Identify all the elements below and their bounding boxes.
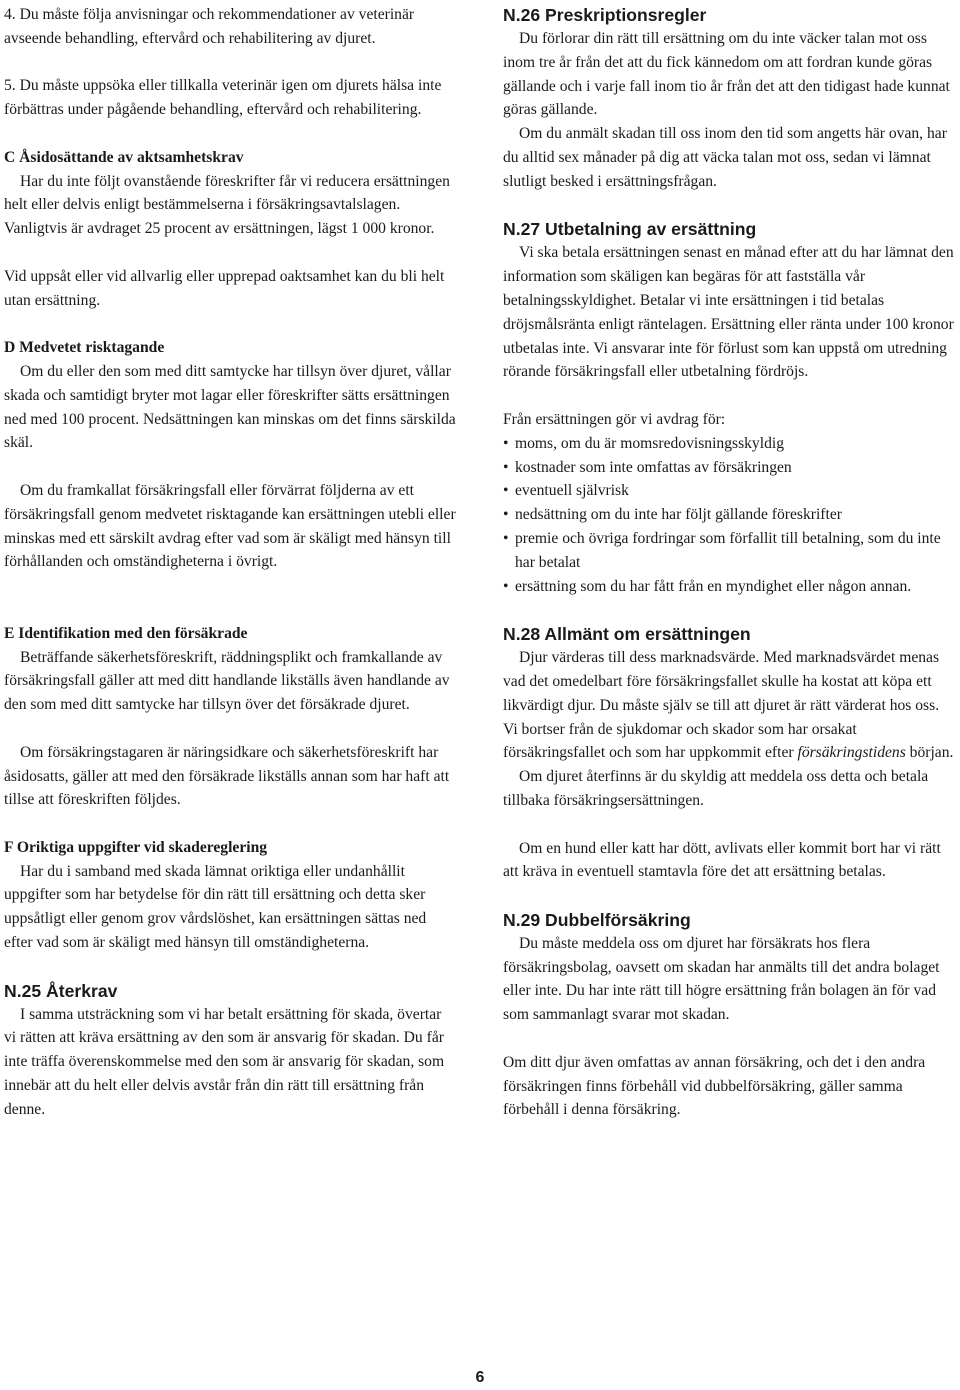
right-column — [503, 3, 957, 1122]
section-n29-heading: N.29 Dubbelförsäkring — [503, 909, 691, 930]
list-item: • premie och övriga fordringar som förfallit till betalning, som du inte har betalat — [503, 527, 957, 575]
section-n29-paragraph-2: Om ditt djur även omfattas av annan försäkring, och det i den andra försäkringen finns förbehåll vid dubbelförsäkring, gäller samma förbehåll i denna försäkring. — [503, 1053, 926, 1119]
section-n27-paragraph-1: Vi ska betala ersättningen senast en månad efter att du har lämnat den information som skäligen kan begäras för att fastställa vår betalningsskyldighet. Betalar vi inte ersättningen i tid betalas dröjsmålsränta enligt räntelagen. Ersättning eller ränta under 100 kronor utbetalas inte. Vi ansvarar inte för förlust som kan uppstå om utredning rörande försäkringsfall eller utbetalning fördröjs. — [503, 244, 954, 381]
section-f-heading: F Oriktiga uppgifter vid skadereglering — [4, 838, 268, 856]
section-n28-heading: N.28 Allmänt om ersättningen — [503, 624, 751, 645]
section-e-paragraph-2: Om försäkringstagaren är näringsidkare och säkerhetsföreskrift har åsidosatts, gäller att med den försäkrade likställs annan som har haft att tillse att föreskriften följdes. — [4, 743, 450, 809]
section-n27-heading: N.27 Utbetalning av ersättning — [503, 219, 757, 240]
rule-item-4: 4. Du måste följa anvisningar och rekommendationer av veterinär avseende behandling, eftervård och rehabilitering av djuret. — [4, 6, 415, 47]
section-n28-text-before: Djur värderas till dess marknadsvärde. Med marknadsvärdet menas vad det omedelbart före försäkringsfallet skulle ha kostat att köpa ett likvärdigt djur. Du måste själv se till att djuret är rätt värderat hos oss. Vi bortser från de sjukdomar och skador som har orsakat försäkringsfallet och som har uppkommit efter — [503, 649, 940, 762]
section-f-paragraph-1: Har du i samband med skada lämnat oriktiga eller undanhållit uppgifter som har betydelse för din rätt till ersättning och detta sker uppsåtligt eller genom grov vårdslöshet, kan ersättningen sättas ned efter vad som är skäligt med hänsyn till omständigheterna. — [4, 862, 427, 952]
list-item: • kostnader som inte omfattas av försäkringen — [503, 456, 957, 480]
section-n26-heading: N.26 Preskriptionsregler — [503, 5, 707, 25]
list-item: • eventuell självrisk — [503, 479, 957, 503]
section-n29-paragraph-1: Du måste meddela oss om djuret har försäkrats hos flera försäkringsbolag, oavsett om skadan har anmälts till det andra bolaget eller inte. Du har inte rätt till högre ersättning från bolagen än för vad som sammanlagt svarar mot skadan. — [503, 934, 940, 1024]
section-n25-paragraph-1: I samma utsträckning som vi har betalt ersättning för skada, övertar vi rätten att kräva ersättning av den som är ansvarig för skadan. Du får inte träffa överenskommelse med den som är ansvarig för skadan, som innebär att du helt eller delvis avstår från din rätt till ersättning från denne. — [4, 1005, 445, 1118]
section-e-paragraph-1: Beträffande säkerhetsföreskrift, räddningsplikt och framkallande av försäkringsfall gäller att med ditt handlande likställs även handlande av den som med ditt samtycke har tillsyn över det försäkrade djuret. — [4, 648, 450, 714]
section-n28-paragraph-2: Om djuret återfinns är du skyldig att meddela oss detta och betala tillbaka försäkringsersättningen. — [503, 768, 929, 809]
insurance-period-term: försäkringstidens — [797, 744, 906, 762]
list-item: • nedsättning om du inte har följt gällande föreskrifter — [503, 503, 957, 527]
list-item: • ersättning som du har fått från en myndighet eller någon annan. — [503, 575, 957, 599]
rule-item-5: 5. Du måste uppsöka eller tillkalla veterinär igen om djurets hälsa inte förbättras under pågående behandling, eftervård och rehabilitering. — [4, 77, 442, 119]
section-d-paragraph-1: Om du eller den som med ditt samtycke har tillsyn över djuret, vållar skada och samtidigt bryter mot lagar eller föreskrifter sätts ersättningen ned med 100 procent. Nedsättningen kan minskas om det finns särskilda skäl. — [4, 362, 456, 452]
section-n28-text-after: början. — [905, 744, 954, 762]
section-n28-paragraph-3: Om en hund eller katt har dött, avlivats eller kommit bort har vi rätt att kräva in eventuell stamtavla före det att ersättning betalas. — [503, 839, 941, 881]
list-item: • moms, om du är momsredovisningsskyldig — [503, 432, 957, 456]
left-column — [4, 3, 456, 1122]
section-n28-paragraph-1 — [503, 646, 957, 765]
deductions-list — [503, 432, 957, 599]
section-d-paragraph-2: Om du framkallat försäkringsfall eller förvärrat följderna av ett försäkringsfall genom medvetet risktagande kan ersättningen utebli eller minskas med ett särskilt avdrag efter vad som är skäligt med hänsyn till förhållanden och omständigheterna i övrigt. — [4, 481, 456, 571]
section-c-paragraph-1: Har du inte följt ovanstående föreskrifter får vi reducera ersättningen helt eller delvis enligt bestämmelserna i försäkringsavtalslagen. Vanligtvis är avdraget 25 procent av ersättningen, lägst 1 000 kronor. — [4, 172, 450, 238]
page-number: 6 — [475, 1369, 485, 1386]
section-c-paragraph-2: Vid uppsåt eller vid allvarlig eller upprepad oaktsamhet kan du bli helt utan ersättning. — [4, 267, 445, 309]
section-n25-heading: N.25 Återkrav — [4, 980, 118, 1001]
deductions-intro: Från ersättningen gör vi avdrag för: — [503, 410, 726, 428]
section-e-heading: E Identifikation med den försäkrade — [4, 624, 248, 642]
section-d-heading: D Medvetet risktagande — [4, 339, 165, 357]
section-c-heading: C Åsidosättande av aktsamhetskrav — [4, 148, 244, 166]
section-n26-paragraph-1: Du förlorar din rätt till ersättning om du inte väcker talan mot oss inom tre år från det att du fick kännedom om att fordran kunde göras gällande och i varje fall inom tio år från det att den tidigast hade kunnat göras gällande. — [503, 30, 950, 119]
section-n26-paragraph-2: Om du anmält skadan till oss inom den tid som angetts här ovan, har du alltid sex månader på dig att väcka talan mot oss, sedan vi lämnat slutligt besked i ersättningsfrågan. — [503, 125, 947, 190]
